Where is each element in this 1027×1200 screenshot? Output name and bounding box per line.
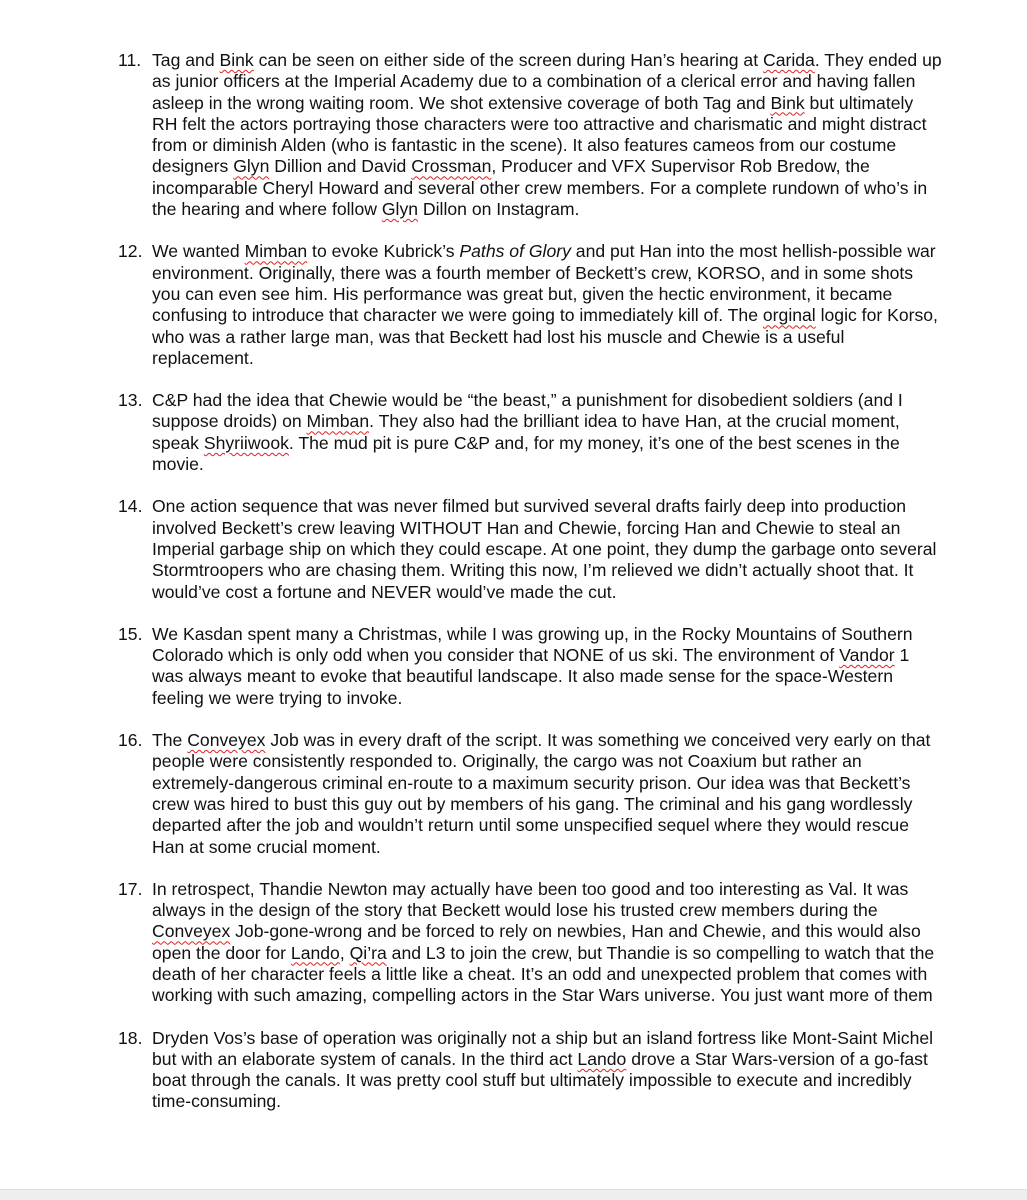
spellcheck-flagged-word: Qi’ra xyxy=(349,942,387,963)
text-run: 1 was always meant to evoke that beautiful landscape. It also made sense for the space-Western feeling we were trying to invoke. xyxy=(152,645,910,708)
text-run: In retrospect, Thandie Newton may actually have been too good and too interesting as Val. It was always in the design of the story that Beckett would lose his trusted crew members during the xyxy=(152,878,909,921)
item-text xyxy=(152,496,942,602)
list-item xyxy=(0,496,942,602)
spellcheck-flagged-word: Mimban xyxy=(306,411,370,432)
text-run: Dryden Vos’s base of operation was originally not a ship but an island fortress like Mont-Saint Michel but with an elaborate system of canals. In the third act xyxy=(152,1027,934,1069)
item-number: 13. xyxy=(118,390,143,411)
text-run: C&P had the idea that Chewie would be “the beast,” a punishment for disobedient soldiers (and I suppose droids) on xyxy=(152,390,903,432)
item-text xyxy=(152,241,942,369)
spellcheck-flagged-word: Bink xyxy=(770,92,805,113)
item-number: 11. xyxy=(118,50,142,70)
spellcheck-flagged-word: Lando xyxy=(577,1048,627,1069)
text-run: , Producer and VFX Supervisor Rob Bredow, the incomparable Cheryl Howard and several other crew members. For a complete rundown of who’s in the hearing and where follow xyxy=(152,156,928,220)
list-item xyxy=(0,624,942,709)
italic-title: Paths of Glory xyxy=(459,241,571,262)
text-run: to evoke Kubrick’s xyxy=(307,241,460,262)
spellcheck-flagged-word: Mimban xyxy=(244,241,308,262)
item-text xyxy=(152,879,942,1007)
list-item xyxy=(0,730,942,858)
spellcheck-flagged-word: Vandor xyxy=(839,645,895,666)
item-number: 12. xyxy=(118,241,143,262)
spellcheck-flagged-word: Conveyex xyxy=(152,921,231,942)
text-run: Job was in every draft of the script. It was something we conceived very early on that people were consistently responded to. Originally, the cargo was not Coaxium but rather an extremely-dangerous criminal en-route to a maximum security prison. Our idea was that Beckett’s crew was hired to bust this guy out by members of his gang. The criminal and his gang wordlessly departed after the job and wouldn’t return until some unspecified sequel where they would rescue Han at some crucial moment. xyxy=(152,730,931,857)
text-run: logic for Korso, who was a rather large man, was that Beckett had lost his muscle and Chewie is a useful replacement. xyxy=(152,305,938,368)
item-text xyxy=(152,50,942,220)
spellcheck-flagged-word: Conveyex xyxy=(187,730,266,751)
spellcheck-flagged-word: Crossman xyxy=(411,156,492,177)
text-run: but ultimately RH felt the actors portraying those characters were too attractive and charismatic and might distract from or diminish Alden (who is fantastic in the scene). It also features cameos from our costume designers xyxy=(152,92,927,177)
item-number: 15. xyxy=(118,623,143,644)
text-run: One action sequence that was never filmed but survived several drafts fairly deep into production involved Beckett’s crew leaving WITHOUT Han and Chewie, forcing Han and Chewie to steal an Imperial garbage ship on which they could escape. At one point, they dump the garbage onto several Stormtroopers who are chasing them. Writing this now, I’m relieved we didn’t actually shoot that. It would’ve cost a fortune and NEVER would’ve made the cut. xyxy=(152,496,937,602)
text-run: Tag and xyxy=(152,50,220,70)
item-text xyxy=(152,390,942,475)
list-item xyxy=(0,879,942,1007)
text-run: We wanted xyxy=(152,241,245,262)
text-run: We Kasdan spent many a Christmas, while I was growing up, in the Rocky Mountains of Southern Colorado which is only odd when you consider that NONE of us ski. The environment of xyxy=(152,623,913,666)
text-run: Dillon on Instagram. xyxy=(418,199,580,220)
text-run: and put Han into the most hellish-possible war environment. Originally, there was a fourth member of Beckett’s crew, KORSO, and in some shots you can even see him. His performance was great but, given the hectic environment, it became confusing to introduce that character we were going to immediately kill of. The xyxy=(152,241,936,326)
text-run: The xyxy=(152,730,188,751)
text-run: . They also had the brilliant idea to have Han, at the crucial moment, speak xyxy=(152,411,900,453)
text-run: can be seen on either side of the screen during Han’s hearing at xyxy=(253,50,763,70)
item-number: 18. xyxy=(118,1027,143,1048)
notes-list xyxy=(0,50,1027,1113)
list-item xyxy=(0,1028,942,1113)
spellcheck-flagged-word: orginal xyxy=(762,305,816,326)
item-number: 16. xyxy=(118,730,143,751)
page-bottom-edge xyxy=(0,1189,1027,1200)
spellcheck-flagged-word: Glyn xyxy=(233,156,270,177)
spellcheck-flagged-word: Shyriiwook xyxy=(203,432,289,453)
text-run: and L3 to join the crew, but Thandie is so compelling to watch that the death of her character feels a little like a cheat. It’s an odd and unexpected problem that comes with working with such amazing, compelling actors in the Star Wars universe. You just want more of them xyxy=(152,942,935,1006)
list-item xyxy=(0,241,942,369)
list-item xyxy=(0,390,942,475)
item-text xyxy=(152,1028,942,1113)
spellcheck-flagged-word: Carida xyxy=(762,50,815,70)
text-run: Dillion and David xyxy=(269,156,412,177)
item-number: 14. xyxy=(118,496,143,517)
item-text xyxy=(152,730,942,858)
spellcheck-flagged-word: Bink xyxy=(219,50,254,70)
spellcheck-flagged-word: Glyn xyxy=(381,199,419,220)
spellcheck-flagged-word: Lando xyxy=(290,942,340,963)
text-run: . They ended up as junior officers at the Imperial Academy due to a combination of a clerical error and having fallen asleep in the wrong waiting room. We shot extensive coverage of both Tag and xyxy=(152,50,942,113)
text-run: drove a Star Wars-version of a go-fast boat through the canals. It was pretty cool stuff but ultimately impossible to execute and incredibly time-consuming. xyxy=(152,1048,928,1112)
item-text xyxy=(152,624,942,709)
text-run: Job-gone-wrong and be forced to rely on newbies, Han and Chewie, and this would also open the door for xyxy=(152,921,921,963)
list-item xyxy=(0,50,942,220)
text-run: , xyxy=(339,942,350,963)
text-run: . The mud pit is pure C&P and, for my money, it’s one of the best scenes in the movie. xyxy=(152,432,900,475)
item-number: 17. xyxy=(118,878,143,899)
